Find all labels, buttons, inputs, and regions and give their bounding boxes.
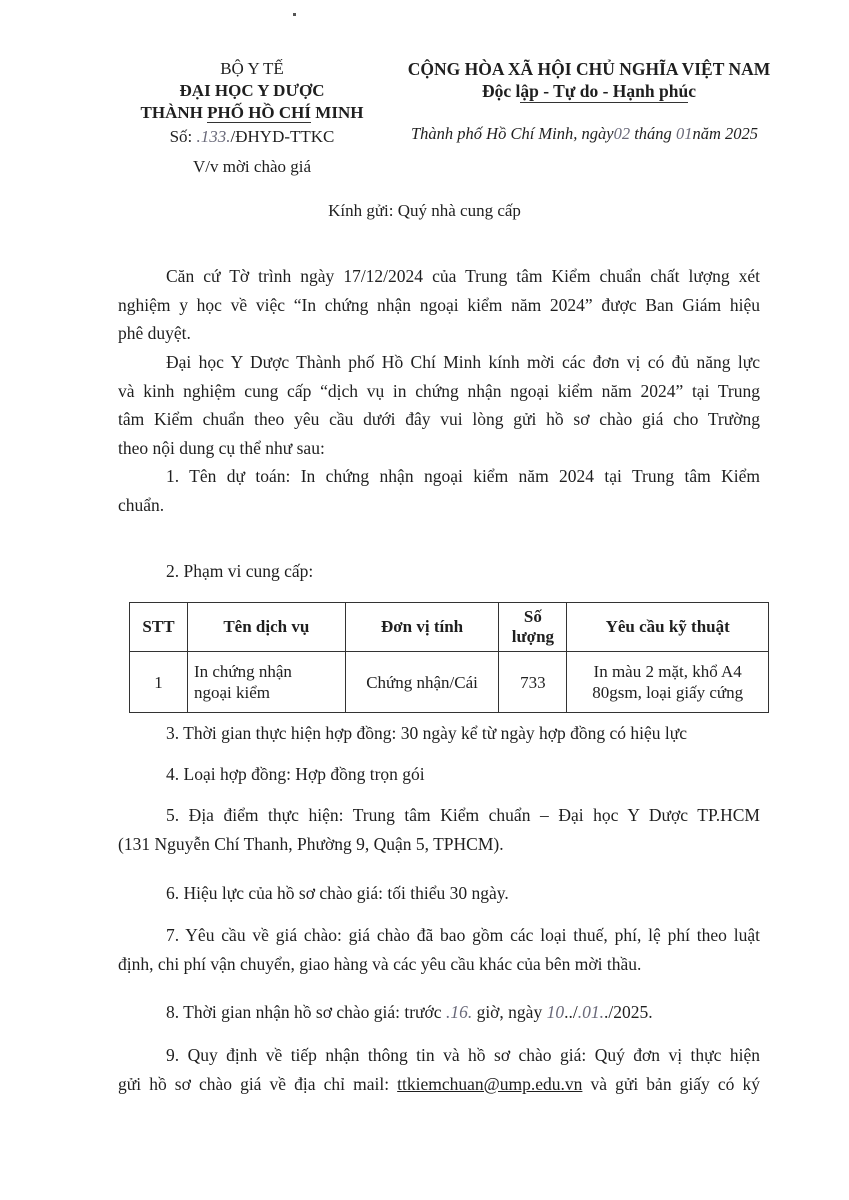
item-2-scope (118, 557, 760, 586)
paragraph-line: theo nội dung cụ thể như sau: (118, 437, 325, 458)
paragraph-line (118, 348, 760, 377)
paragraph-invitation (118, 348, 760, 462)
line-text: Căn cứ Tờ trình ngày 17/12/2024 của Trung tâm Kiểm chuẩn chất lượng xét (166, 266, 760, 286)
item-4-contract-type (118, 760, 760, 789)
doc-number-suffix: /ĐHYD-TTKC (230, 127, 335, 146)
line-text: 9. Quy định về tiếp nhận thông tin và hồ sơ chào giá: Quý đơn vị thực hiện (166, 1045, 760, 1065)
paragraph-line: (131 Nguyễn Chí Thanh, Phường 9, Quận 5, TPHCM). (118, 833, 504, 854)
cell-stt: 1 (130, 652, 188, 713)
line-text: gửi hồ sơ chào giá về địa chỉ mail: (118, 1073, 398, 1094)
date-month-handwritten: 01 (675, 124, 693, 143)
university-name-part: THÀNH (140, 103, 208, 122)
paragraph-line (118, 462, 760, 491)
motto-part: Độc l (482, 81, 521, 101)
document-subject: V/v mời chào giá (192, 157, 312, 176)
date-year: năm 2025 (692, 124, 758, 143)
cell-quantity: 733 (499, 652, 567, 713)
line-text: 7. Yêu cầu về giá chào: giá chào đã bao gồm các loại thuế, phí, lệ phí theo luật (166, 925, 760, 945)
paragraph-line: tâm Kiểm chuẩn theo yêu cầu dưới đây vui lòng gửi hồ sơ chào giá cho Trường (118, 409, 760, 429)
doc-number-handwritten: .133. (196, 127, 231, 146)
paragraph-line (118, 262, 760, 291)
table-row (130, 652, 769, 713)
item-1-estimate-name (118, 462, 760, 519)
country-name: CỘNG HÒA XÃ HỘI CHỦ NGHĨA VIỆT NAM (407, 59, 771, 79)
issuer-header (128, 58, 376, 178)
header-quantity-l1: Số (523, 607, 542, 626)
header-unit: Đơn vị tính (345, 603, 499, 652)
line-text: 5. Địa điểm thực hiện: Trung tâm Kiểm chuẩn – Đại học Y Dược TP.HCM (166, 805, 760, 825)
header-service-name: Tên dịch vụ (187, 603, 345, 652)
line-text: Đại học Y Dược Thành phố Hồ Chí Minh kính mời các đơn vị có đủ năng lực (166, 352, 760, 372)
line-text: và gửi bản giấy có ký (582, 1073, 760, 1094)
doc-number-prefix: Số: (169, 127, 197, 146)
service-table (129, 602, 769, 713)
item-6-validity (118, 879, 760, 908)
national-header (398, 58, 780, 102)
paragraph-basis (118, 262, 760, 348)
motto-underlined: ập - Tự do - Hạnh phú (520, 81, 689, 101)
document-date (411, 124, 758, 144)
line-text: 8. Thời gian nhận hồ sơ chào giá: trước (166, 1002, 446, 1022)
header-technical-requirements: Yêu cầu kỹ thuật (567, 603, 769, 652)
email-link[interactable]: ttkiemchuan@ump.edu.vn (397, 1073, 583, 1094)
date-month-label: tháng (630, 124, 676, 143)
item-9-submission-rules (118, 1041, 760, 1098)
table-header-row (130, 603, 769, 652)
salutation: Kính gửi: Quý nhà cung cấp (328, 201, 521, 220)
cell-unit: Chứng nhận/Cái (345, 652, 499, 713)
university-name-underlined: PHỐ HỒ CHÍ (207, 103, 312, 122)
cell-service-name (187, 652, 345, 713)
line-text: 6. Hiệu lực của hồ sơ chào giá: tối thiểu 30 ngày. (166, 883, 509, 903)
item-7-price-requirements (118, 921, 760, 978)
line-text: ./2025. (603, 1002, 653, 1022)
header-stt: STT (130, 603, 188, 652)
line-text: giờ, ngày (472, 1002, 547, 1022)
date-prefix: Thành phố Hồ Chí Minh, ngày (411, 124, 614, 143)
deadline-month-handwritten: .01. (577, 1002, 604, 1022)
paragraph-line: nghiệm y học về việc “In chứng nhận ngoại kiểm năm 2024” được Ban Giám hiệu (118, 294, 760, 315)
ministry-name: BỘ Y TẾ (220, 59, 284, 78)
line-text: 4. Loại hợp đồng: Hợp đồng trọn gói (166, 764, 425, 784)
date-day-handwritten: 02 (613, 124, 631, 143)
header-quantity-l2: lượng (511, 627, 555, 646)
service-line: ngoại kiểm (193, 683, 270, 702)
paragraph-line: định, chi phí vận chuyển, giao hàng và các yêu cầu khác của bên mời thầu. (118, 953, 642, 974)
service-line: In chứng nhận (193, 662, 292, 681)
spec-line: In màu 2 mặt, khổ A4 (593, 662, 742, 681)
line-text: 2. Phạm vi cung cấp: (166, 561, 314, 581)
document-number (128, 126, 376, 148)
motto-part: c (688, 81, 696, 101)
national-motto (398, 80, 780, 102)
spec-line: 80gsm, loại giấy cứng (592, 683, 744, 702)
paragraph-line (118, 1070, 760, 1099)
paragraph-line (118, 921, 760, 950)
header-quantity (499, 603, 567, 652)
deadline-hour-handwritten: .16. (445, 1002, 473, 1022)
university-name-line2 (128, 102, 376, 124)
line-text: 3. Thời gian thực hiện hợp đồng: 30 ngày kể từ ngày hợp đồng có hiệu lực (166, 723, 688, 743)
line-text: ../ (564, 1002, 578, 1022)
item-3-duration (118, 719, 760, 748)
item-5-location (118, 801, 760, 858)
scan-speck (293, 13, 296, 16)
paragraph-line: chuẩn. (118, 494, 165, 515)
deadline-day-handwritten: 10 (546, 1002, 565, 1022)
paragraph-line (118, 1041, 760, 1070)
paragraph-line: phê duyệt. (118, 323, 191, 343)
item-8-deadline (118, 998, 760, 1027)
cell-technical-requirements (567, 652, 769, 713)
university-name-line1: ĐẠI HỌC Y DƯỢC (179, 81, 325, 100)
line-text: 1. Tên dự toán: In chứng nhận ngoại kiểm năm 2024 tại Trung tâm Kiểm (166, 466, 760, 486)
university-name-part: MINH (311, 103, 364, 122)
paragraph-line: và kinh nghiệm cung cấp “dịch vụ in chứng nhận ngoại kiểm năm 2024” tại Trung (118, 380, 760, 401)
paragraph-line (118, 801, 760, 830)
